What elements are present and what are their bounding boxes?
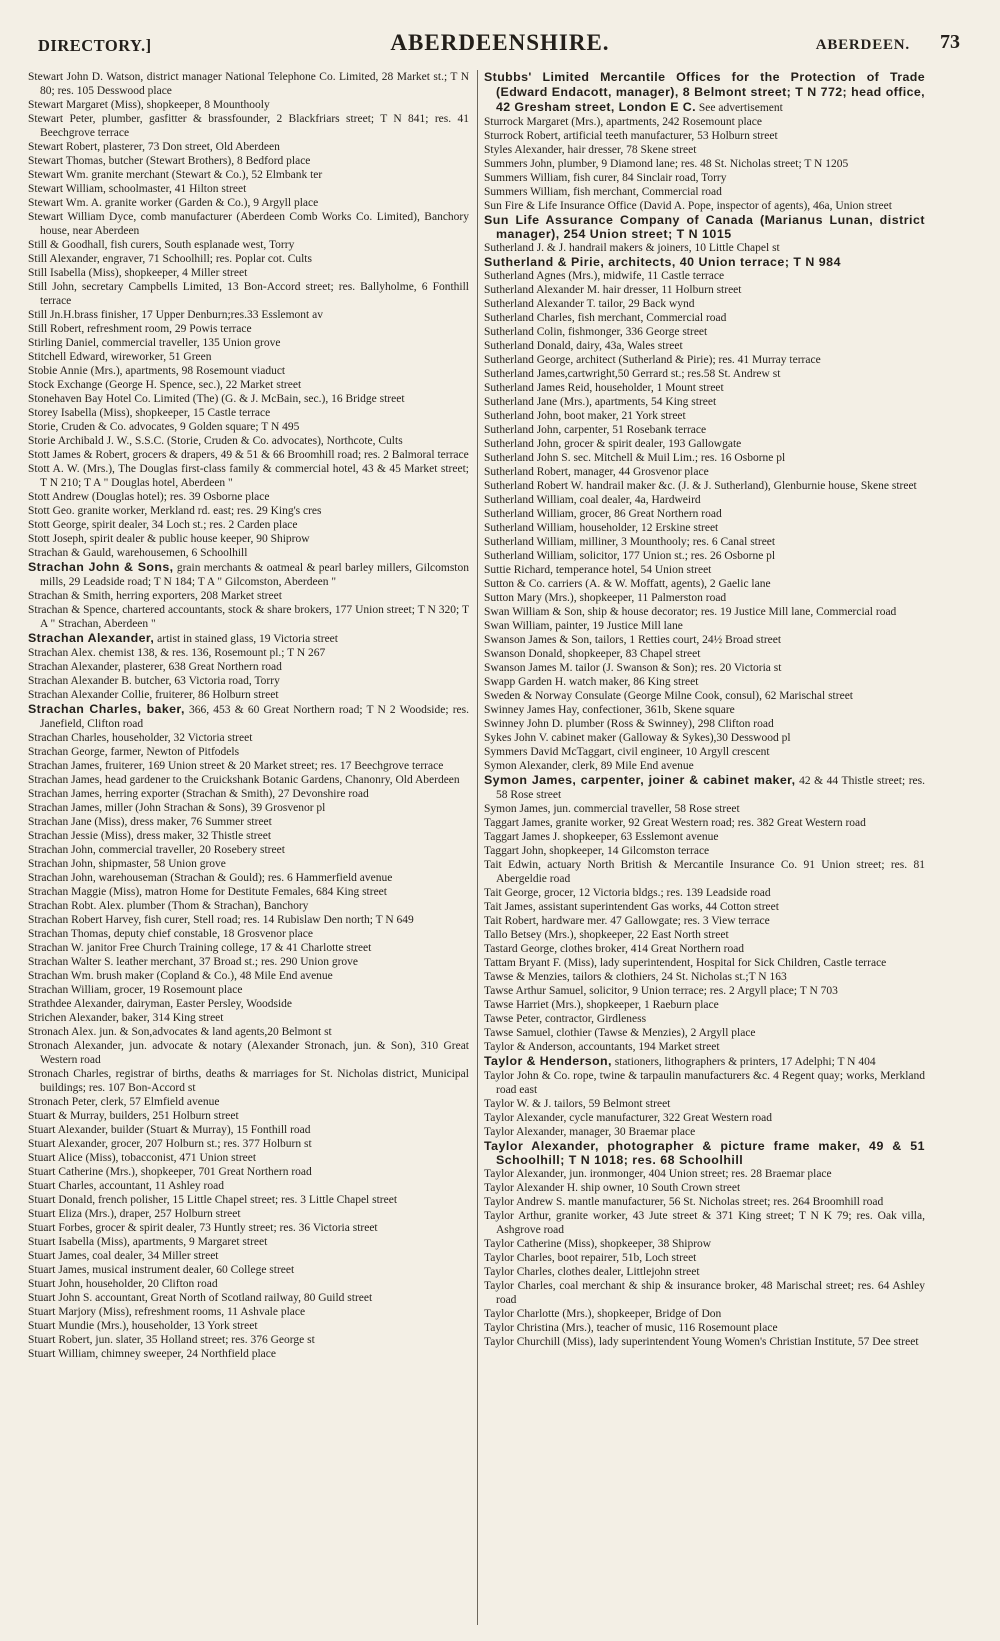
directory-entry: Sutherland John, boot maker, 21 York street bbox=[484, 410, 686, 422]
directory-entry: Sutherland Charles, fish merchant, Commercial road bbox=[484, 312, 727, 324]
directory-entry: Strachan Robert Harvey, fish curer, Stell road; res. 14 Rubislaw Den north; T N 649 bbox=[28, 914, 414, 926]
directory-entry: Still Isabella (Miss), shopkeeper, 4 Miller street bbox=[28, 267, 248, 279]
directory-entry: Taggart James J. shopkeeper, 63 Esslemont avenue bbox=[484, 831, 719, 843]
column-divider bbox=[477, 70, 478, 1625]
directory-entry: Swinney John D. plumber (Ross & Swinney), 298 Clifton road bbox=[484, 718, 774, 730]
directory-entry: Strachan & Spence, chartered accountants, stock & share brokers, 177 Union street; T N 320; T A " Strachan, Aberdeen " bbox=[28, 604, 469, 630]
directory-entry: Strachan Alex. chemist 138, & res. 136, Rosemount pl.; T N 267 bbox=[28, 647, 326, 659]
directory-entry: Stuart Charles, accountant, 11 Ashley road bbox=[28, 1180, 224, 1192]
directory-entry: Sun Life Assurance Company of Canada (Marianus Lunan, district manager), 254 Union street; T N 1015 bbox=[484, 213, 925, 241]
directory-entry: Stott Andrew (Douglas hotel); res. 39 Osborne place bbox=[28, 491, 270, 503]
directory-entry: Sutherland William, householder, 12 Erskine street bbox=[484, 522, 719, 534]
directory-entry: Sturrock Margaret (Mrs.), apartments, 242 Rosemount place bbox=[484, 116, 762, 128]
directory-entry: Taylor Charles, boot repairer, 51b, Loch street bbox=[484, 1252, 697, 1264]
directory-entry: Sutherland James Reid, householder, 1 Mount street bbox=[484, 382, 724, 394]
directory-entry: Stuart & Murray, builders, 251 Holburn street bbox=[28, 1110, 239, 1122]
directory-entry: Stronach Peter, clerk, 57 Elmfield avenue bbox=[28, 1096, 220, 1108]
directory-entry: Sutherland Agnes (Mrs.), midwife, 11 Castle terrace bbox=[484, 270, 725, 282]
directory-entry: Swanson James M. tailor (J. Swanson & Son); res. 20 Victoria st bbox=[484, 662, 782, 674]
directory-entry: Tait George, grocer, 12 Victoria bldgs.; res. 139 Leadside road bbox=[484, 887, 771, 899]
directory-entry: Stitchell Edward, wireworker, 51 Green bbox=[28, 351, 212, 363]
directory-entry: Taylor Churchill (Miss), lady superintendent Young Women's Christian Institute, 57 Dee street bbox=[484, 1336, 919, 1348]
directory-entry: Taylor Alexander, photographer & picture frame maker, 49 & 51 Schoolhill; T N 1018; res. 68 Schoolhill bbox=[484, 1139, 925, 1167]
directory-entry: Summers John, plumber, 9 Diamond lane; res. 48 St. Nicholas street; T N 1205 bbox=[484, 158, 849, 170]
directory-entry: Sutherland William, solicitor, 177 Union st.; res. 26 Osborne pl bbox=[484, 550, 776, 562]
directory-entry: Strathdee Alexander, dairyman, Easter Persley, Woodside bbox=[28, 998, 292, 1010]
page-number: 73 bbox=[940, 31, 960, 53]
directory-entry: Strachan James, head gardener to the Cruickshank Botanic Gardens, Chanonry, Old Aberdeen bbox=[28, 774, 460, 786]
directory-entry: Stuart Catherine (Mrs.), shopkeeper, 701 Great Northern road bbox=[28, 1166, 312, 1178]
directory-entry: Storey Isabella (Miss), shopkeeper, 15 Castle terrace bbox=[28, 407, 271, 419]
directory-entry: Swan William & Son, ship & house decorator; res. 19 Justice Mill lane, Commercial road bbox=[484, 606, 897, 618]
directory-entry: Tastard George, clothes broker, 414 Great Northern road bbox=[484, 943, 745, 955]
directory-entry: Stuart John S. accountant, Great North of Scotland railway, 80 Guild street bbox=[28, 1292, 373, 1304]
directory-entry: Tait James, assistant superintendent Gas works, 44 Cotton street bbox=[484, 901, 779, 913]
directory-entry: Strachan Wm. brush maker (Copland & Co.), 48 Mile End avenue bbox=[28, 970, 333, 982]
directory-entry: Taylor & Henderson, stationers, lithographers & printers, 17 Adelphi; T N 404 bbox=[484, 1054, 876, 1068]
directory-entry: Swanson James & Son, tailors, 1 Retties court, 24½ Broad street bbox=[484, 634, 782, 646]
directory-entry: Styles Alexander, hair dresser, 78 Skene street bbox=[484, 144, 697, 156]
directory-entry: Stott Joseph, spirit dealer & public house keeper, 90 Shiprow bbox=[28, 533, 310, 545]
directory-entry: Stewart Thomas, butcher (Stewart Brothers), 8 Bedford place bbox=[28, 155, 311, 167]
directory-entry: Strachan Jessie (Miss), dress maker, 32 Thistle street bbox=[28, 830, 272, 842]
directory-entry: Taylor Alexander, cycle manufacturer, 322 Great Western road bbox=[484, 1112, 773, 1124]
directory-entry: Storie Archibald J. W., S.S.C. (Storie, Cruden & Co. advocates), Northcote, Cults bbox=[28, 435, 403, 447]
directory-entry: Stuart John, householder, 20 Clifton road bbox=[28, 1278, 218, 1290]
directory-entry: Strachan Alexander, plasterer, 638 Great Northern road bbox=[28, 661, 282, 673]
directory-entry: Sutherland Alexander M. hair dresser, 11 Holburn street bbox=[484, 284, 742, 296]
directory-entry: Sutherland John S. sec. Mitchell & Muil Lim.; res. 16 Osborne pl bbox=[484, 452, 786, 464]
directory-entry: Taylor Catherine (Miss), shopkeeper, 38 Shiprow bbox=[484, 1238, 712, 1250]
directory-entry: Taylor Alexander, jun. ironmonger, 404 Union street; res. 28 Braemar place bbox=[484, 1168, 832, 1180]
directory-entry: Strachan Alexander B. butcher, 63 Victoria road, Torry bbox=[28, 675, 280, 687]
directory-entry: Strachan William, grocer, 19 Rosemount place bbox=[28, 984, 243, 996]
directory-entry: Suttie Richard, temperance hotel, 54 Union street bbox=[484, 564, 712, 576]
directory-entry: Strachan Jane (Miss), dress maker, 76 Summer street bbox=[28, 816, 272, 828]
directory-entry: Strachan George, farmer, Newton of Pitfodels bbox=[28, 746, 240, 758]
directory-entry: Stott Geo. granite worker, Merkland rd. east; res. 29 King's cres bbox=[28, 505, 322, 517]
directory-entry: Tallo Betsey (Mrs.), shopkeeper, 22 East North street bbox=[484, 929, 729, 941]
directory-entry: Strachan W. janitor Free Church Training college, 17 & 41 Charlotte street bbox=[28, 942, 372, 954]
directory-entry: Strachan Walter S. leather merchant, 37 Broad st.; res. 290 Union grove bbox=[28, 956, 359, 968]
directory-entry: Stewart Wm. A. granite worker (Garden & Co.), 9 Argyll place bbox=[28, 197, 319, 209]
directory-entry: Stuart Robert, jun. slater, 35 Holland street; res. 376 George st bbox=[28, 1334, 315, 1346]
directory-entry: Still Robert, refreshment room, 29 Powis terrace bbox=[28, 323, 252, 335]
directory-entry: Strachan John & Sons, grain merchants & oatmeal & pearl barley millers, Gilcomston mills, 29 Leadside road; T N 184; T A " Gilcomston, Aberdeen " bbox=[28, 560, 469, 588]
directory-entry: Summers William, fish merchant, Commercial road bbox=[484, 186, 722, 198]
directory-entry: Strachan Robt. Alex. plumber (Thom & Strachan), Banchory bbox=[28, 900, 309, 912]
directory-entry: Stott A. W. (Mrs.), The Douglas first-class family & commercial hotel, 43 & 45 Market street; T N 210; T A " Douglas hotel, Aberdeen " bbox=[28, 463, 469, 489]
directory-entry: Sutherland Jane (Mrs.), apartments, 54 King street bbox=[484, 396, 717, 408]
directory-entry: Stronach Alex. jun. & Son,advocates & land agents,20 Belmont st bbox=[28, 1026, 332, 1038]
directory-entry: Swapp Garden H. watch maker, 86 King street bbox=[484, 676, 699, 688]
directory-entry: Stuart Alexander, builder (Stuart & Murray), 15 Fonthill road bbox=[28, 1124, 311, 1136]
directory-entry: Sutherland Alexander T. tailor, 29 Back wynd bbox=[484, 298, 695, 310]
directory-entry: Sutherland Donald, dairy, 43a, Wales street bbox=[484, 340, 683, 352]
directory-entry: Sturrock Robert, artificial teeth manufacturer, 53 Holburn street bbox=[484, 130, 778, 142]
directory-entry: Stubbs' Limited Mercantile Offices for the Protection of Trade (Edward Endacott, manager), 8 Belmont street; T N 772; head office, 42 Gresham street, London E C. See advertisement bbox=[484, 70, 925, 114]
directory-entry: Stewart Peter, plumber, gasfitter & brassfounder, 2 Blackfriars street; T N 841; res. 41 Beechgrove terrace bbox=[28, 113, 469, 139]
directory-entry: Stobie Annie (Mrs.), apartments, 98 Rosemount viaduct bbox=[28, 365, 286, 377]
directory-entry: Strachan Alexander Collie, fruiterer, 86 Holburn street bbox=[28, 689, 279, 701]
directory-entry: Stuart James, coal dealer, 34 Miller street bbox=[28, 1250, 219, 1262]
directory-entry: Stewart Robert, plasterer, 73 Don street, Old Aberdeen bbox=[28, 141, 280, 153]
directory-entry: Tait Robert, hardware mer. 47 Gallowgate; res. 3 View terrace bbox=[484, 915, 770, 927]
directory-entry: Sutherland Robert, manager, 44 Grosvenor place bbox=[484, 466, 709, 478]
directory-entry: Sutherland George, architect (Sutherland & Pirie); res. 41 Murray terrace bbox=[484, 354, 821, 366]
directory-entry: Stonehaven Bay Hotel Co. Limited (The) (G. & J. McBain, sec.), 16 Bridge street bbox=[28, 393, 405, 405]
running-head-title: ABERDEENSHIRE. bbox=[390, 30, 610, 55]
directory-entry: Tawse & Menzies, tailors & clothiers, 24 St. Nicholas st.;T N 163 bbox=[484, 971, 787, 983]
directory-entry: Sutton & Co. carriers (A. & W. Moffatt, agents), 2 Gaelic lane bbox=[484, 578, 771, 590]
directory-entry: Sutherland John, grocer & spirit dealer, 193 Gallowgate bbox=[484, 438, 742, 450]
directory-entry: Taggart John, shopkeeper, 14 Gilcomston terrace bbox=[484, 845, 710, 857]
directory-entry: Symon James, jun. commercial traveller, 58 Rose street bbox=[484, 803, 740, 815]
directory-entry: Strachan John, shipmaster, 58 Union grove bbox=[28, 858, 226, 870]
directory-entry: Stuart Mundie (Mrs.), householder, 13 York street bbox=[28, 1320, 258, 1332]
directory-entry: Swanson Donald, shopkeeper, 83 Chapel street bbox=[484, 648, 701, 660]
directory-entry: Stewart Margaret (Miss), shopkeeper, 8 Mounthooly bbox=[28, 99, 270, 111]
directory-entry: Storie, Cruden & Co. advocates, 9 Golden square; T N 495 bbox=[28, 421, 300, 433]
running-head-right: ABERDEEN. bbox=[815, 37, 910, 53]
directory-entry: Strachan James, herring exporter (Strachan & Smith), 27 Devonshire road bbox=[28, 788, 369, 800]
directory-entry: Symmers David McTaggart, civil engineer, 10 Argyll crescent bbox=[484, 746, 770, 758]
directory-entry: Stewart William Dyce, comb manufacturer (Aberdeen Comb Works Co. Limited), Banchory house, near Aberdeen bbox=[28, 211, 469, 237]
directory-entry: Summers William, fish curer, 84 Sinclair road, Torry bbox=[484, 172, 727, 184]
directory-entry: Stewart William, schoolmaster, 41 Hilton street bbox=[28, 183, 247, 195]
directory-entry: Taylor Christina (Mrs.), teacher of music, 116 Rosemount place bbox=[484, 1322, 778, 1334]
directory-entry: Strachan James, fruiterer, 169 Union street & 20 Market street; res. 17 Beechgrove terrace bbox=[28, 760, 444, 772]
directory-entry: Stott James & Robert, grocers & drapers, 49 & 51 & 66 Broomhill road; res. 2 Balmoral terrace bbox=[28, 449, 469, 461]
directory-entry: Tawse Samuel, clothier (Tawse & Menzies), 2 Argyll place bbox=[484, 1027, 756, 1039]
directory-entry: Taylor Charles, clothes dealer, Littlejohn street bbox=[484, 1266, 700, 1278]
directory-entry: Swan William, painter, 19 Justice Mill lane bbox=[484, 620, 683, 632]
directory-entry: Taylor John & Co. rope, twine & tarpaulin manufacturers &c. 4 Regent quay; works, Merkland road east bbox=[484, 1070, 925, 1096]
directory-entry: Tawse Arthur Samuel, solicitor, 9 Union terrace; res. 2 Argyll place; T N 703 bbox=[484, 985, 838, 997]
directory-entry: Still Jn.H.brass finisher, 17 Upper Denburn;res.33 Esslemont av bbox=[28, 309, 323, 321]
directory-entry: Taylor Charlotte (Mrs.), shopkeeper, Bridge of Don bbox=[484, 1308, 722, 1320]
directory-entry: Sutherland & Pirie, architects, 40 Union terrace; T N 984 bbox=[484, 255, 841, 269]
directory-entry: Swinney James Hay, confectioner, 361b, Skene square bbox=[484, 704, 735, 716]
directory-entry: Stuart James, musical instrument dealer, 60 College street bbox=[28, 1264, 295, 1276]
directory-entry: Sutherland Colin, fishmonger, 336 George street bbox=[484, 326, 708, 338]
directory-entry: Stewart John D. Watson, district manager National Telephone Co. Limited, 28 Market st.; T N 80; res. 105 Desswood place bbox=[28, 71, 469, 97]
directory-entry: Strachan Thomas, deputy chief constable, 18 Grosvenor place bbox=[28, 928, 313, 940]
directory-entry: Tawse Peter, contractor, Girdleness bbox=[484, 1013, 647, 1025]
directory-entry: Stott George, spirit dealer, 34 Loch st.; res. 2 Carden place bbox=[28, 519, 298, 531]
directory-entry: Taylor Alexander H. ship owner, 10 South Crown street bbox=[484, 1182, 741, 1194]
directory-entry: Symon Alexander, clerk, 89 Mile End avenue bbox=[484, 760, 694, 772]
directory-entry: Still John, secretary Campbells Limited, 13 Bon-Accord street; res. Ballyholme, 6 Fonthill terrace bbox=[28, 281, 469, 307]
directory-entry: Stronach Charles, registrar of births, deaths & marriages for St. Nicholas district, Municipal buildings; res. 107 Bon-Accord st bbox=[28, 1068, 469, 1094]
running-head-left: DIRECTORY.] bbox=[38, 36, 152, 55]
directory-entry: Strachan & Gauld, warehousemen, 6 Schoolhill bbox=[28, 547, 248, 559]
directory-entry: Stock Exchange (George H. Spence, sec.), 22 Market street bbox=[28, 379, 302, 391]
directory-entry: Strachan Charles, householder, 32 Victoria street bbox=[28, 732, 253, 744]
directory-entry: Stuart Isabella (Miss), apartments, 9 Margaret street bbox=[28, 1236, 268, 1248]
directory-entry: Stuart William, chimney sweeper, 24 Northfield place bbox=[28, 1348, 276, 1360]
right-column bbox=[484, 70, 925, 1630]
directory-entry: Taylor & Anderson, accountants, 194 Market street bbox=[484, 1041, 720, 1053]
directory-entry: Strachan Maggie (Miss), matron Home for Destitute Females, 684 King street bbox=[28, 886, 387, 898]
directory-entry: Stuart Alexander, grocer, 207 Holburn st.; res. 377 Holburn st bbox=[28, 1138, 312, 1150]
directory-entry: Sweden & Norway Consulate (George Milne Cook, consul), 62 Marischal street bbox=[484, 690, 853, 702]
directory-entry: Symon James, carpenter, joiner & cabinet maker, 42 & 44 Thistle street; res. 58 Rose street bbox=[484, 773, 925, 801]
directory-entry: Taylor Charles, coal merchant & ship & insurance broker, 48 Marischal street; res. 64 Ashley road bbox=[484, 1280, 925, 1306]
directory-entry: Stewart Wm. granite merchant (Stewart & Co.), 52 Elmbank ter bbox=[28, 169, 323, 181]
directory-entry: Stuart Marjory (Miss), refreshment rooms, 11 Ashvale place bbox=[28, 1306, 306, 1318]
directory-entry: Taylor Andrew S. mantle manufacturer, 56 St. Nicholas street; res. 264 Broomhill road bbox=[484, 1196, 884, 1208]
directory-entry: Sutherland James,cartwright,50 Gerrard st.; res.58 St. Andrew st bbox=[484, 368, 781, 380]
directory-entry: Tait Edwin, actuary North British & Mercantile Insurance Co. 91 Union street; res. 81 Abergeldie road bbox=[484, 859, 925, 885]
directory-entry: Stirling Daniel, commercial traveller, 135 Union grove bbox=[28, 337, 281, 349]
directory-entry: Stuart Donald, french polisher, 15 Little Chapel street; res. 3 Little Chapel street bbox=[28, 1194, 398, 1206]
directory-entry: Still Alexander, engraver, 71 Schoolhill; res. Poplar cot. Cults bbox=[28, 253, 312, 265]
directory-entry: Sutherland J. & J. handrail makers & joiners, 10 Little Chapel st bbox=[484, 242, 780, 254]
directory-entry: Taggart James, granite worker, 92 Great Western road; res. 382 Great Western road bbox=[484, 817, 866, 829]
directory-entry: Taylor Arthur, granite worker, 43 Jute street & 371 King street; T N K 79; res. Oak villa, Ashgrove road bbox=[484, 1210, 925, 1236]
directory-entry: Sykes John V. cabinet maker (Galloway & Sykes),30 Desswood pl bbox=[484, 732, 791, 744]
directory-entry: Sutton Mary (Mrs.), shopkeeper, 11 Palmerston road bbox=[484, 592, 727, 604]
directory-entry: Strachan James, miller (John Strachan & Sons), 39 Grosvenor pl bbox=[28, 802, 326, 814]
directory-entry: Tattam Bryant F. (Miss), lady superintendent, Hospital for Sick Children, Castle terrace bbox=[484, 957, 887, 969]
directory-entry: Sutherland Robert W. handrail maker &c. (J. & J. Sutherland), Glenburnie house, Skene street bbox=[484, 480, 917, 492]
left-column bbox=[28, 70, 469, 1630]
directory-entry: Sutherland John, carpenter, 51 Rosebank terrace bbox=[484, 424, 707, 436]
directory-entry: Sutherland William, coal dealer, 4a, Hardweird bbox=[484, 494, 701, 506]
directory-entry: Sun Fire & Life Insurance Office (David A. Pope, inspector of agents), 46a, Union street bbox=[484, 200, 892, 212]
directory-entry: Stuart Eliza (Mrs.), draper, 257 Holburn street bbox=[28, 1208, 241, 1220]
directory-entry: Stronach Alexander, jun. advocate & notary (Alexander Stronach, jun. & Son), 310 Great Western road bbox=[28, 1040, 469, 1066]
directory-entry: Strichen Alexander, baker, 314 King street bbox=[28, 1012, 224, 1024]
directory-entry: Strachan Charles, baker, 366, 453 & 60 Great Northern road; T N 2 Woodside; res. Janefield, Clifton road bbox=[28, 702, 469, 730]
directory-entry: Strachan & Smith, herring exporters, 208 Market street bbox=[28, 590, 282, 602]
directory-entry: Strachan Alexander, artist in stained glass, 19 Victoria street bbox=[28, 631, 338, 645]
directory-entry: Sutherland William, grocer, 86 Great Northern road bbox=[484, 508, 722, 520]
directory-entry: Taylor W. & J. tailors, 59 Belmont street bbox=[484, 1098, 671, 1110]
page-header bbox=[38, 30, 962, 62]
directory-entry: Still & Goodhall, fish curers, South esplanade west, Torry bbox=[28, 239, 295, 251]
directory-entry: Strachan John, warehouseman (Strachan & Gould); res. 6 Hammerfield avenue bbox=[28, 872, 393, 884]
directory-entry: Tawse Harriet (Mrs.), shopkeeper, 1 Raeburn place bbox=[484, 999, 719, 1011]
directory-entry: Stuart Alice (Miss), tobacconist, 471 Union street bbox=[28, 1152, 257, 1164]
directory-entry: Sutherland William, milliner, 3 Mounthooly; res. 6 Canal street bbox=[484, 536, 776, 548]
directory-entry: Strachan John, commercial traveller, 20 Rosebery street bbox=[28, 844, 285, 856]
directory-entry: Taylor Alexander, manager, 30 Braemar place bbox=[484, 1126, 696, 1138]
directory-entry: Stuart Forbes, grocer & spirit dealer, 73 Huntly street; res. 36 Victoria street bbox=[28, 1222, 378, 1234]
directory-columns bbox=[28, 70, 931, 1630]
